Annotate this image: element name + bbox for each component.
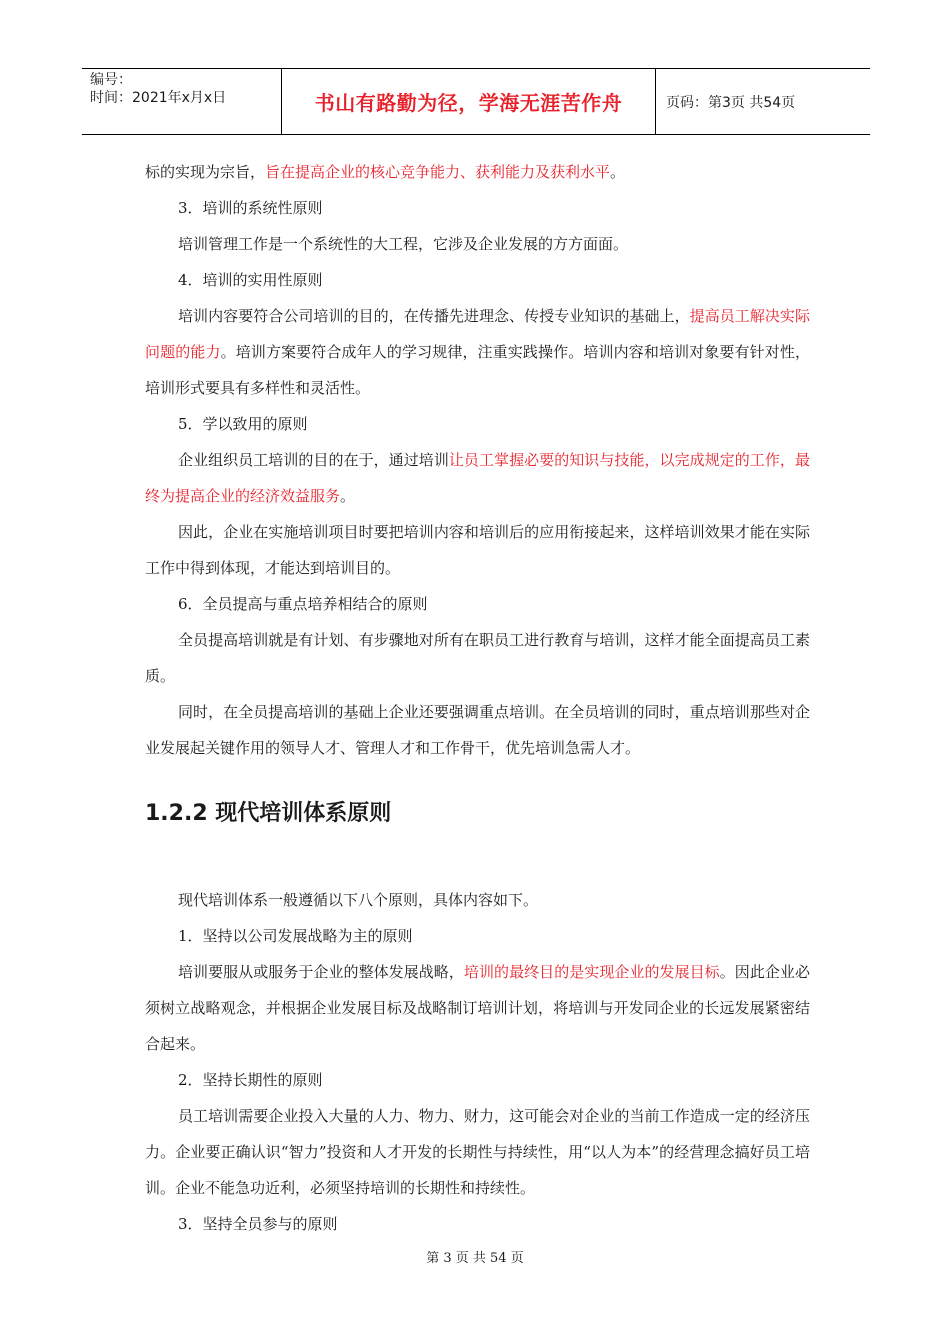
header-meta bbox=[82, 69, 282, 134]
paragraph-text: 培训内容要符合公司培训的目的，在传播先进理念、传授专业知识的基础上， bbox=[178, 307, 690, 325]
paragraph-text: 。因此企业必须树立战略观念，并根据企业发展目标及战略制订培训计划，将培训与开发同企业的长远发展紧密结合起来。 bbox=[145, 963, 810, 1053]
paragraph bbox=[145, 442, 810, 514]
code-label: 编号： bbox=[90, 72, 132, 88]
paragraph-text: 企业组织员工培训的目的在于，通过培训 bbox=[178, 451, 449, 469]
document-body bbox=[145, 154, 810, 1242]
section-heading: 1.2.2 现代培训体系原则 bbox=[145, 801, 392, 826]
paragraph bbox=[145, 882, 810, 918]
page-footer: 第 3 页 共 54 页 bbox=[426, 1251, 524, 1266]
paragraph bbox=[145, 694, 810, 766]
paragraph-text: 。 bbox=[610, 163, 626, 181]
paragraph-text: 培训要服从或服务于企业的整体发展战略， bbox=[178, 963, 464, 981]
date-label: 时间：2021年x月x日 bbox=[90, 90, 227, 106]
paragraph-text: 同时，在全员提高培训的基础上企业还要强调重点培训。在全员培训的同时，重点培训那些对企业发展起关键作用的领导人才、管理人才和工作骨干，优先培训急需人才。 bbox=[145, 703, 810, 757]
paragraph bbox=[145, 586, 810, 622]
highlighted-text: 提高员工解决实际问题的能力 bbox=[145, 307, 810, 361]
paragraph bbox=[145, 190, 810, 226]
paragraph-text: 5．学以致用的原则 bbox=[178, 415, 308, 433]
paragraph bbox=[145, 1062, 810, 1098]
paragraph bbox=[145, 954, 810, 1062]
paragraph-group-1 bbox=[145, 154, 810, 766]
paragraph bbox=[145, 406, 810, 442]
paragraph-text: 3．培训的系统性原则 bbox=[178, 199, 323, 217]
highlighted-text: 培训的最终目的是实现企业的发展目标 bbox=[463, 963, 720, 981]
paragraph bbox=[145, 1206, 810, 1242]
paragraph bbox=[145, 262, 810, 298]
paragraph-text: 现代培训体系一般遵循以下八个原则，具体内容如下。 bbox=[178, 891, 539, 909]
header-page-info: 页码：第3页 共54页 bbox=[666, 94, 796, 111]
paragraph bbox=[145, 514, 810, 586]
paragraph bbox=[145, 226, 810, 262]
paragraph-text: 员工培训需要企业投入大量的人力、物力、财力，这可能会对企业的当前工作造成一定的经济压力。企业要正确认识“智力”投资和人才开发的长期性与持续性，用“以人为本”的经营理念搞好员工培训。企业不能急功近利，必须坚持培训的长期性和持续性。 bbox=[145, 1107, 810, 1197]
paragraph-text: 全员提高培训就是有计划、有步骤地对所有在职员工进行教育与培训，这样才能全面提高员工素质。 bbox=[145, 631, 810, 685]
paragraph bbox=[145, 622, 810, 694]
paragraph bbox=[145, 918, 810, 954]
paragraph-text: 1．坚持以公司发展战略为主的原则 bbox=[178, 927, 413, 945]
paragraph-text: 。培训方案要符合成年人的学习规律，注重实践操作。培训内容和培训对象要有针对性，培训形式要具有多样性和灵活性。 bbox=[145, 343, 810, 397]
paragraph-text: 4．培训的实用性原则 bbox=[178, 271, 323, 289]
highlighted-text: 旨在提高企业的核心竞争能力、获利能力及获利水平 bbox=[265, 163, 611, 181]
paragraph-text: 标的实现为宗旨， bbox=[145, 163, 266, 181]
header-motto: 书山有路勤为径，学海无涯苦作舟 bbox=[282, 69, 656, 134]
paragraph bbox=[145, 1098, 810, 1206]
paragraph-text: 2．坚持长期性的原则 bbox=[178, 1071, 323, 1089]
page-header bbox=[82, 68, 870, 135]
paragraph-text: 培训管理工作是一个系统性的大工程，它涉及企业发展的方方面面。 bbox=[178, 235, 629, 253]
paragraph bbox=[145, 298, 810, 406]
paragraph-group-2 bbox=[145, 882, 810, 1242]
paragraph bbox=[145, 154, 810, 190]
paragraph-text: 因此，企业在实施培训项目时要把培训内容和培训后的应用衔接起来，这样培训效果才能在实际工作中得到体现，才能达到培训目的。 bbox=[145, 523, 810, 577]
paragraph-text: 。 bbox=[340, 487, 356, 505]
paragraph-text: 6．全员提高与重点培养相结合的原则 bbox=[178, 595, 428, 613]
highlighted-text: 让员工掌握必要的知识与技能，以完成规定的工作，最终为提高企业的经济效益服务 bbox=[145, 451, 810, 505]
paragraph-text: 3．坚持全员参与的原则 bbox=[178, 1215, 338, 1233]
